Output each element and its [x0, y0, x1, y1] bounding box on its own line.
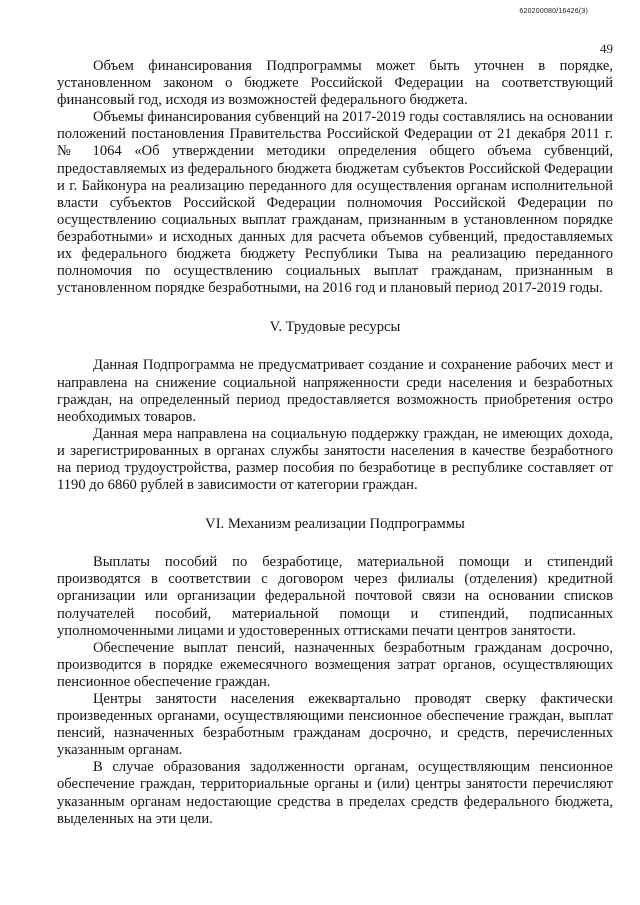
- document-body: [57, 58, 613, 828]
- section-heading-labor: V. Трудовые ресурсы: [269, 319, 401, 336]
- paragraph: Объем финансирования Подпрограммы может быть уточнен в порядке, установленном законом о бюджете Российской Федерации на соответствующий финансовый год, исходя из возможностей федерального бюджета.: [57, 58, 613, 109]
- paragraph: Центры занятости населения ежеквартально проводят сверку фактически произведенных органами, осуществляющими пенсионное обеспечение граждан, выплат пенсий, назначенных безработным гражданам досрочно, и средств, перечисленных указанным органам.: [57, 691, 613, 759]
- paragraph: Выплаты пособий по безработице, материальной помощи и стипендий производятся в соответствии с договором через филиалы (отделения) кредитной организации или организации федеральной почтовой связи на основании списков получателей пособий, материальной помощи и стипендий, подписанных уполномоченными лицами и удостоверенных оттисками печати центров занятости.: [57, 554, 613, 639]
- paragraph: Данная мера направлена на социальную поддержку граждан, не имеющих дохода, и зарегистрированных в органах службы занятости населения в качестве безработного на период трудоустройства, размер пособия по безработице в республике составляет от 1190 до 6860 рублей в зависимости от категории граждан.: [57, 425, 613, 494]
- paragraph: Объемы финансирования субвенций на 2017-2019 годы составлялись на основании положений постановления Правительства Российской Федерации от 21 декабря 2011 г. № 1064 «Об утверждении методики определения общего объема субвенций, предоставляемых из федерального бюджета бюджетам субъектов Российской Федерации и г. Байконура на реализацию переданного для осуществления органам исполнительной власти субъектов Российской Федерации полномочия Российской Федерации по осуществлению социальных выплат гражданам, признанным в установленном порядке безработными» и исходных данных для расчета объемов субвенций, предоставляемых их федерального бюджета бюджету Республики Тыва на реализацию переданного полномочия по осуществлению социальных выплат гражданам, признанным в установленном порядке безработными, на 2016 год и плановый период 2017-2019 годы.: [57, 109, 613, 297]
- page-number: 49: [600, 41, 613, 56]
- paragraph: В случае образования задолженности органам, осуществляющим пенсионное обеспечение граждан, территориальные органы и (или) центры занятости перечисляют указанным органам недостающие средства в пределах средств федерального бюджета, выделенных на эти цели.: [57, 759, 613, 827]
- paragraph: Обеспечение выплат пенсий, назначенных безработным гражданам досрочно, производится в порядке ежемесячного возмещения затрат органов, осуществляющих пенсионное обеспечение граждан.: [57, 639, 613, 690]
- paragraph: Данная Подпрограмма не предусматривает создание и сохранение рабочих мест и направлена на снижение социальной напряженности среди населения и безработных граждан, на определенный период предоставляется возможность приобретения остро необходимых товаров.: [57, 357, 613, 425]
- section-heading-mechanism: VI. Механизм реализации Подпрограммы: [205, 516, 465, 533]
- document-id: 620200080/16426(3): [519, 8, 588, 15]
